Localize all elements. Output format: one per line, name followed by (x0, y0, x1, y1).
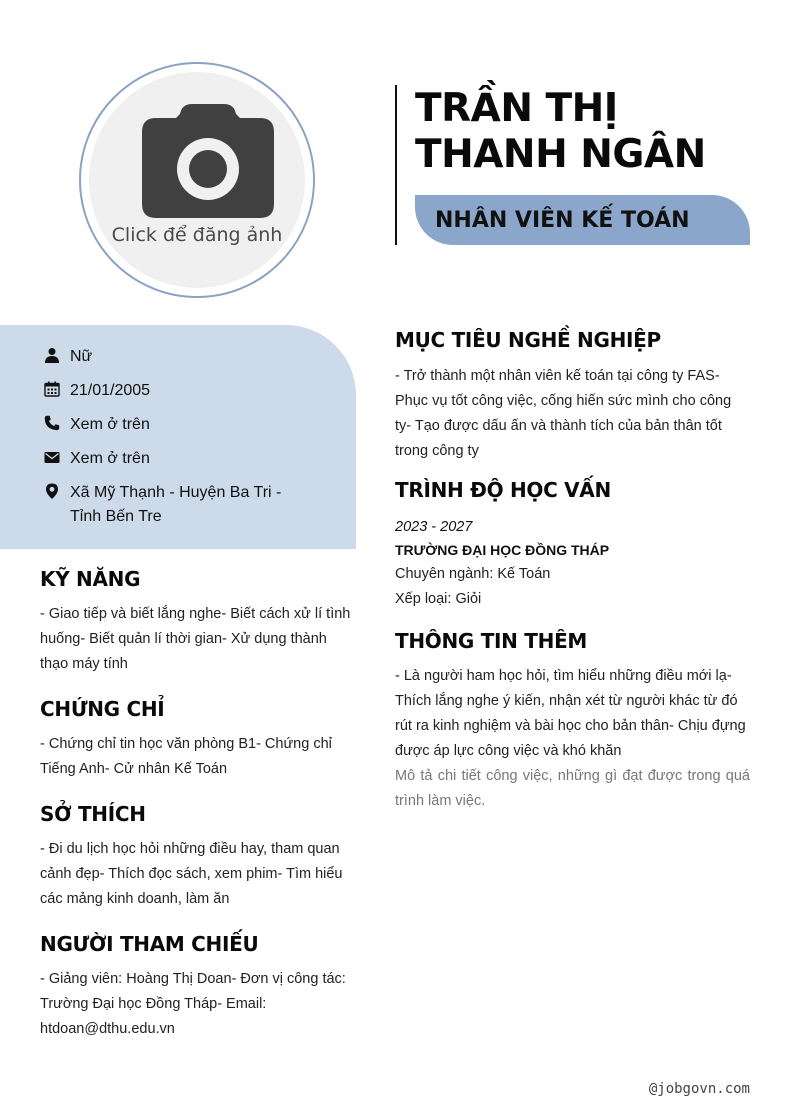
skills-section (40, 567, 356, 677)
envelope-icon (44, 449, 60, 465)
education-rank: Xếp loại: Giỏi (395, 591, 482, 607)
job-title: NHÂN VIÊN KẾ TOÁN (435, 207, 690, 233)
skills-title: KỸ NĂNG (40, 567, 141, 591)
certificates-body: - Chứng chỉ tin học văn phòng B1- Chứng chỉ Tiếng Anh- Cử nhân Kế Toán (40, 736, 332, 777)
education-title: TRÌNH ĐỘ HỌC VẤN (395, 478, 611, 502)
email-value: Xem ở trên (70, 450, 150, 467)
extra-info-body: - Là người ham học hỏi, tìm hiểu những điều mới lạ- Thích lắng nghe ý kiến, nhận xét từ người khác từ đó rút ra kinh nghiệm và bài học cho bản thân- Chịu đựng được áp lực công việc và khó khăn (395, 668, 746, 759)
full-name: TRẦN THỊ THANH NGÂN (415, 86, 706, 177)
extra-info-placeholder[interactable]: Mô tả chi tiết công việc, những gì đạt được trong quá trình làm việc. (395, 768, 750, 809)
person-icon (44, 347, 60, 363)
address-line-1: Xã Mỹ Thạnh - Huyện Ba Tri - (70, 484, 282, 501)
photo-caption: Click để đăng ảnh (111, 224, 283, 246)
education-entry (395, 516, 750, 612)
references-title: NGƯỜI THAM CHIẾU (40, 932, 259, 956)
extra-info-section (395, 629, 750, 814)
contact-address (44, 481, 281, 529)
hobbies-title: SỞ THÍCH (40, 802, 146, 826)
references-line-1: - Giảng viên: Hoàng Thị Doan- Đơn vị công tác: (40, 971, 346, 987)
hobbies-body: - Đi du lịch học hỏi những điều hay, tham quan cảnh đẹp- Thích đọc sách, xem phim- Tìm hiểu các mảng kinh doanh, làm ăn (40, 841, 343, 907)
contact-panel (0, 325, 356, 549)
calendar-icon (44, 381, 60, 397)
address-line-2: Tỉnh Bến Tre (70, 508, 162, 525)
objective-body: - Trở thành một nhân viên kế toán tại công ty FAS- Phục vụ tốt công việc, cống hiến sức mình cho công ty- Tạo được dấu ấn và thành tích của bản thân tốt trong công ty (395, 368, 732, 459)
extra-info-title: THÔNG TIN THÊM (395, 629, 588, 653)
references-body (40, 967, 356, 1042)
hobbies-section (40, 802, 356, 912)
phone-icon (44, 415, 60, 431)
education-section (395, 478, 750, 612)
education-years: 2023 - 2027 (395, 519, 473, 535)
objective-title: MỤC TIÊU NGHỀ NGHIỆP (395, 328, 661, 352)
references-line-2: Trường Đại học Đồng Tháp- Email: (40, 996, 267, 1012)
address-value (70, 481, 281, 529)
certificates-title: CHỨNG CHỈ (40, 697, 165, 721)
header-divider (395, 85, 397, 245)
education-school: TRƯỜNG ĐẠI HỌC ĐỒNG THÁP (395, 542, 610, 558)
phone-value: Xem ở trên (70, 416, 150, 433)
education-major: Chuyên ngành: Kế Toán (395, 566, 551, 582)
contact-phone (44, 413, 150, 437)
avatar-placeholder (89, 72, 305, 288)
objective-section (395, 328, 750, 464)
references-line-3: htdoan@dthu.edu.vn (40, 1021, 175, 1037)
birthday-value: 21/01/2005 (70, 382, 151, 399)
references-section (40, 932, 356, 1042)
certificates-section (40, 697, 356, 782)
gender-value: Nữ (70, 348, 93, 365)
contact-email (44, 447, 150, 471)
location-pin-icon (44, 483, 60, 499)
avatar-upload[interactable] (79, 62, 315, 298)
job-title-bar (415, 195, 750, 245)
contact-birthday (44, 379, 150, 403)
contact-gender (44, 345, 92, 369)
camera-icon (142, 104, 274, 218)
skills-body: - Giao tiếp và biết lắng nghe- Biết cách xử lí tình huống- Biết quản lí thời gian- Xử dụng thành thạo máy tính (40, 606, 351, 672)
watermark: @jobgovn.com (648, 1081, 750, 1097)
